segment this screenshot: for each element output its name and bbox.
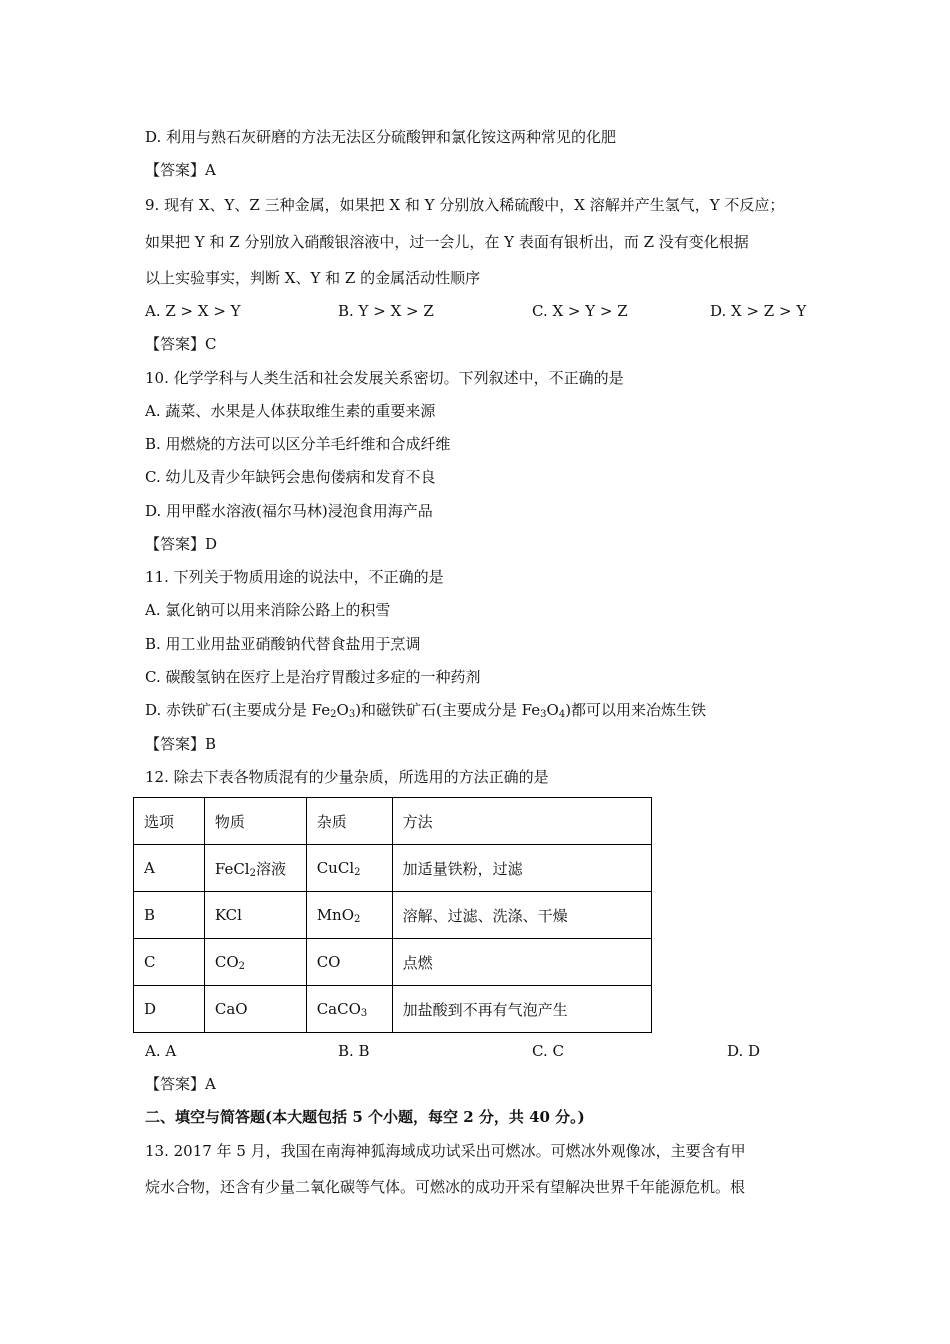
impurity-cell — [306, 939, 392, 986]
q9-option-d: D. X > Z > Y — [710, 302, 807, 320]
substance-cell — [204, 892, 306, 939]
subscript: 2 — [354, 867, 361, 878]
table-header-cell: 方法 — [392, 798, 651, 845]
q10-stem: 10. 化学学科与人类生活和社会发展关系密切。下列叙述中，不正确的是 — [145, 369, 624, 387]
q9-stem-line3: 以上实验事实，判断 X、Y 和 Z 的金属活动性顺序 — [145, 269, 481, 287]
option-cell: D — [134, 986, 205, 1033]
table-row — [134, 892, 652, 939]
q9-stem-line1: 9. 现有 X、Y、Z 三种金属，如果把 X 和 Y 分别放入稀硫酸中，X 溶解并产生氢气，Y 不反应； — [145, 196, 785, 214]
method-cell: 溶解、过滤、洗涤、干燥 — [392, 892, 651, 939]
q12-answer: 【答案】A — [145, 1075, 216, 1093]
q10-answer: 【答案】D — [145, 535, 218, 553]
table-row — [134, 939, 652, 986]
q12-option-b: B. B — [338, 1042, 370, 1060]
impurity-table — [133, 797, 652, 1033]
q11-option-a: A. 氯化钠可以用来消除公路上的积雪 — [145, 601, 391, 619]
q10-option-b: B. 用燃烧的方法可以区分羊毛纤维和合成纤维 — [145, 435, 451, 453]
formula-text: CuCl — [316, 859, 355, 877]
q12-option-a: A. A — [145, 1042, 177, 1060]
substance-cell — [204, 986, 306, 1033]
option-cell: C — [134, 939, 205, 986]
table-header-cell: 物质 — [204, 798, 306, 845]
subscript: 3 — [540, 709, 547, 720]
q12-option-c: C. C — [532, 1042, 564, 1060]
impurity-cell — [306, 845, 392, 892]
q11-stem: 11. 下列关于物质用途的说法中，不正确的是 — [145, 568, 444, 586]
q9-option-b: B. Y > X > Z — [338, 302, 434, 320]
q11-option-d-part: )都可以用来冶炼生铁 — [565, 701, 707, 719]
substance-cell — [204, 939, 306, 986]
q10-option-c: C. 幼儿及青少年缺钙会患佝偻病和发育不良 — [145, 468, 436, 486]
option-cell: A — [134, 845, 205, 892]
subscript: 3 — [360, 1008, 368, 1019]
q9-answer: 【答案】C — [145, 335, 217, 353]
impurity-cell — [306, 892, 392, 939]
table-header-cell: 杂质 — [306, 798, 392, 845]
q13-stem-line2: 烷水合物，还含有少量二氧化碳等气体。可燃冰的成功开采有望解决世界千年能源危机。根 — [145, 1178, 746, 1196]
formula-text: FeCl — [214, 859, 250, 878]
table-header-row — [134, 798, 652, 845]
formula-text: CaO — [214, 1000, 248, 1018]
method-cell: 加适量铁粉，过滤 — [392, 845, 651, 892]
formula-text: CO — [316, 953, 341, 971]
formula-text: CO — [214, 953, 239, 971]
q11-option-d-part: )和磁铁矿石(主要成分是 Fe — [355, 701, 541, 719]
table-row — [134, 986, 652, 1033]
q10-option-a: A. 蔬菜、水果是人体获取维生素的重要来源 — [145, 402, 436, 420]
subscript: 2 — [330, 709, 337, 720]
subscript: 2 — [249, 867, 256, 879]
q9-option-a: A. Z > X > Y — [145, 302, 241, 320]
formula-text: CaCO — [316, 1000, 361, 1018]
formula-text: 溶液 — [255, 859, 286, 878]
q12-option-d: D. D — [727, 1042, 761, 1060]
substance-cell — [204, 845, 306, 892]
subscript: 4 — [558, 709, 566, 720]
q12-stem: 12. 除去下表各物质混有的少量杂质，所选用的方法正确的是 — [145, 768, 549, 786]
q13-stem-line1: 13. 2017 年 5 月，我国在南海神狐海域成功试采出可燃冰。可燃冰外观像冰，主要含有甲 — [145, 1142, 746, 1160]
q11-option-d-part: D. 赤铁矿石(主要成分是 Fe — [145, 701, 331, 719]
formula-text: MnO — [316, 906, 355, 924]
table-row — [134, 845, 652, 892]
impurity-cell — [306, 986, 392, 1033]
method-cell: 点燃 — [392, 939, 651, 986]
method-cell: 加盐酸到不再有气泡产生 — [392, 986, 651, 1033]
option-cell: B — [134, 892, 205, 939]
section-title: 二、填空与简答题(本大题包括 5 个小题，每空 2 分，共 40 分。) — [145, 1108, 585, 1126]
q9-stem-line2: 如果把 Y 和 Z 分别放入硝酸银溶液中，过一会儿，在 Y 表面有银析出，而 Z 没有变化根据 — [145, 233, 749, 251]
q11-option-b: B. 用工业用盐亚硝酸钠代替食盐用于烹调 — [145, 635, 421, 653]
q11-option-d — [145, 700, 706, 720]
q10-option-d: D. 用甲醛水溶液(福尔马林)浸泡食用海产品 — [145, 502, 433, 520]
q11-option-d-part: O — [546, 701, 559, 719]
q11-option-c: C. 碳酸氢钠在医疗上是治疗胃酸过多症的一种药剂 — [145, 668, 481, 686]
subscript: 2 — [238, 961, 246, 972]
q8-answer: 【答案】A — [145, 161, 216, 179]
table-header-cell: 选项 — [134, 798, 205, 845]
q11-option-d-part: O — [336, 701, 349, 719]
formula-text: KCl — [214, 906, 242, 924]
q9-option-c: C. X > Y > Z — [532, 302, 628, 320]
q8-option-d: D. 利用与熟石灰研磨的方法无法区分硫酸钾和氯化铵这两种常见的化肥 — [145, 128, 617, 146]
subscript: 2 — [354, 914, 361, 925]
q11-answer: 【答案】B — [145, 735, 217, 753]
subscript: 3 — [348, 709, 356, 720]
